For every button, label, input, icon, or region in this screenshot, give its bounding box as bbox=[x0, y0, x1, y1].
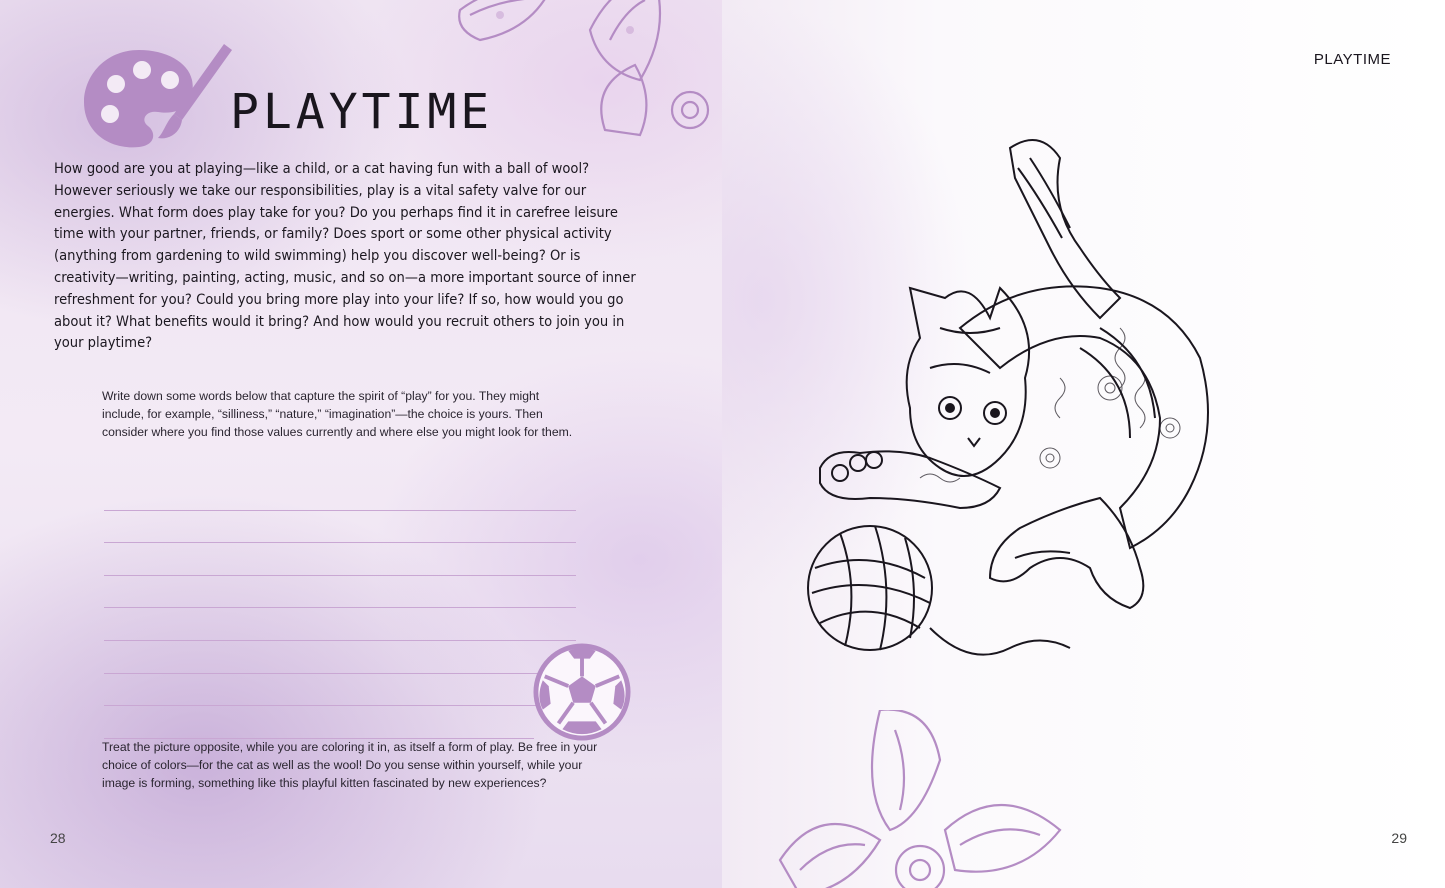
writing-line[interactable] bbox=[104, 608, 576, 641]
left-page bbox=[0, 0, 722, 888]
palette-icon bbox=[84, 42, 234, 152]
closing-paragraph: Treat the picture opposite, while you are coloring it in, as itself a form of play. Be free in your choice of colors—for the cat as well as the wool! Do you sense within yourself, while your image is forming, something like this playful kitten fascinated by new experiences? bbox=[102, 740, 598, 790]
writing-line[interactable] bbox=[104, 511, 576, 544]
flower-mandala-bottom bbox=[770, 710, 1090, 888]
writing-prompt: Write down some words below that capture the spirit of “play” for you. They might include, for example, “silliness,” “nature,” “imagination”—the choice is yours. Then consider where you find those values currently and where else you might look for them. bbox=[102, 389, 573, 439]
writing-line[interactable] bbox=[104, 674, 576, 707]
page-number-left: 28 bbox=[50, 830, 66, 846]
intro-paragraph: How good are you at playing—like a child, or a cat having fun with a ball of wool? However seriously we take our responsibilities, play is a vital safety valve for our energies. What form does play take for you? Do you perhaps find it in carefree leisure time with your partner, friends, or family? Does sport or some other physical activity (anything from gardening to wild swimming) help you discover well-being? Or is creativity—writing, painting, acting, music, and so on—a more important source of inner refreshment for you? Could you bring more play into your life? If so, how would you go about it? What benefits would it bring? And how would you recruit others to join you in your playtime? bbox=[54, 160, 636, 352]
writing-line[interactable] bbox=[104, 706, 534, 739]
writing-line[interactable] bbox=[104, 641, 576, 674]
running-head: PLAYTIME bbox=[1313, 51, 1391, 68]
right-page bbox=[722, 0, 1445, 888]
page-title: PLAYTIME bbox=[230, 84, 494, 140]
writing-line[interactable] bbox=[104, 543, 576, 576]
soccer-ball-icon bbox=[533, 643, 631, 741]
kitten-illustration bbox=[800, 128, 1220, 688]
flower-mandala-top-right bbox=[722, 0, 940, 140]
writing-line[interactable] bbox=[104, 576, 576, 609]
writing-lines[interactable] bbox=[104, 478, 576, 739]
writing-line[interactable] bbox=[104, 478, 576, 511]
page-number-right: 29 bbox=[1391, 830, 1407, 846]
